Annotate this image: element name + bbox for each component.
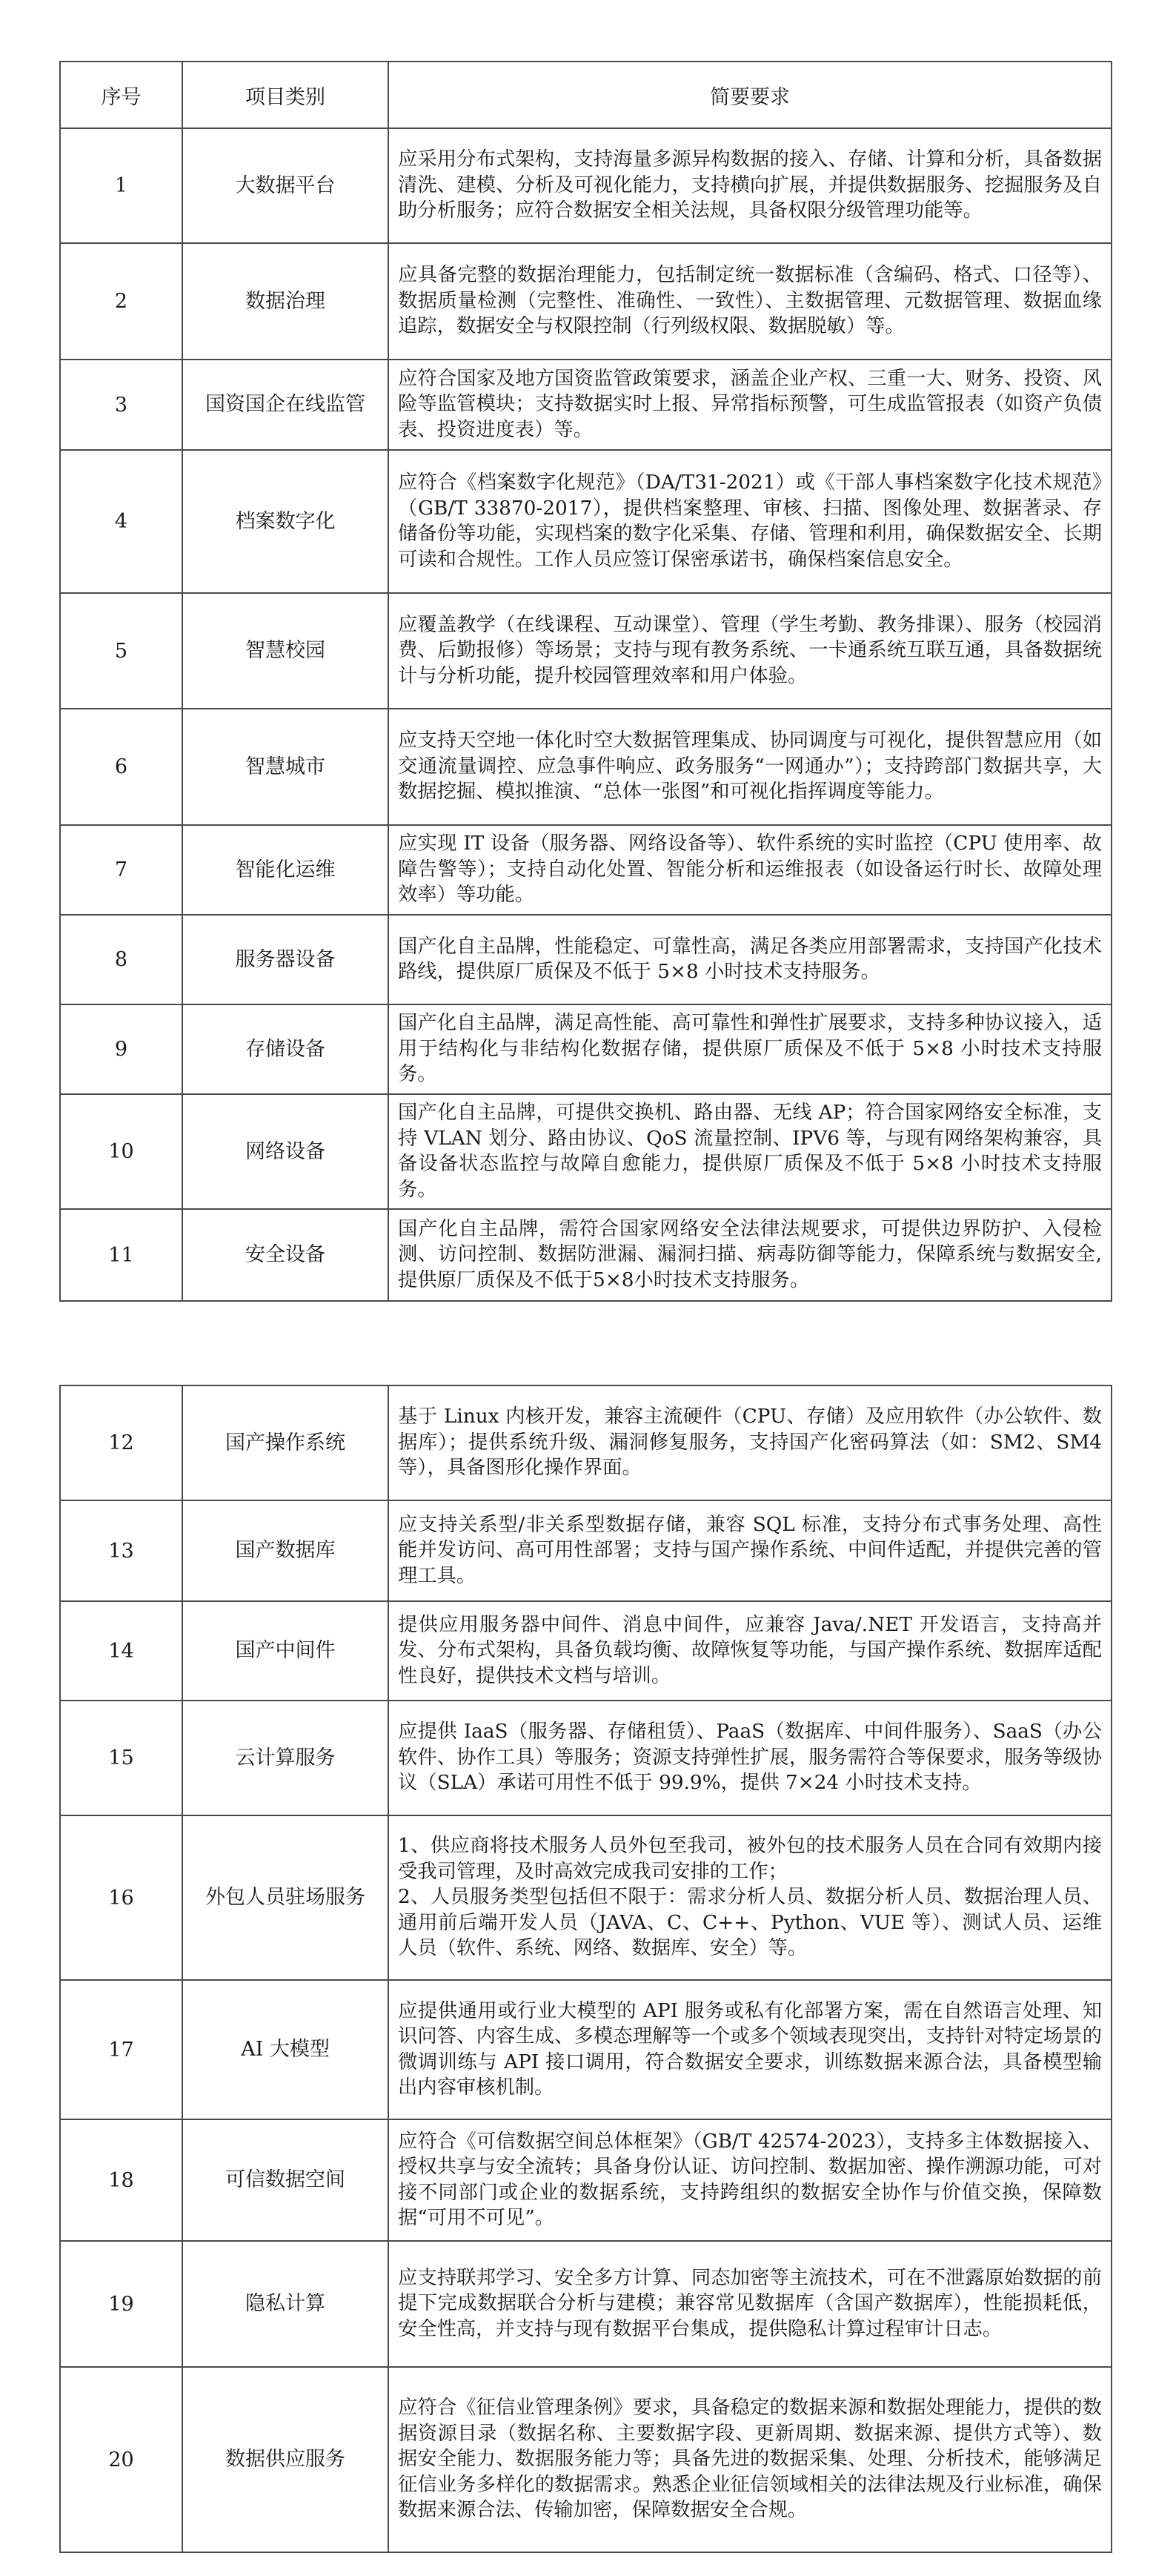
table-row [60,2119,1112,2241]
row-no: 15 [60,1701,182,1815]
row-category: 服务器设备 [182,915,388,1004]
row-requirement: 国产化自主品牌，可提供交换机、路由器、无线 AP；符合国家网络安全标准，支持 VLAN 划分、路由协议、QoS 流量控制、IPV6 等，与现有网络架构兼容，具备设备状态监控与故障自愈能力，提供原厂质保及不低于 5×8 小时技术支持服务。 [388,1094,1112,1209]
row-no: 6 [60,709,182,825]
table-row [60,243,1112,360]
row-category: 存储设备 [182,1004,388,1094]
row-no: 13 [60,1500,182,1601]
row-requirement: 应符合国家及地方国资监管政策要求，涵盖企业产权、三重一大、财务、投资、风险等监管模块；支持数据实时上报、异常指标预警，可生成监管报表（如资产负债表、投资进度表）等。 [388,360,1112,450]
row-category: 档案数字化 [182,450,388,593]
row-category: 国资国企在线监管 [182,360,388,450]
header-category: 项目类别 [182,62,388,128]
row-requirement: 1、供应商将技术服务人员外包至我司，被外包的技术服务人员在合同有效期内接受我司管理，及时高效完成我司安排的工作； 2、人员服务类型包括但不限于：需求分析人员、数据分析人员、数据治理人员、通用前后端开发人员（JAVA、C、C++、Python、VUE 等）、测试人员、运维人员（软件、系统、网络、数据库、安全）等。 [388,1815,1112,1980]
row-requirement: 国产化自主品牌，性能稳定、可靠性高，满足各类应用部署需求，支持国产化技术路线，提供原厂质保及不低于 5×8 小时技术支持服务。 [388,915,1112,1004]
row-category: 大数据平台 [182,128,388,243]
row-category: 数据供应服务 [182,2367,388,2552]
table-row [60,1980,1112,2119]
row-requirement: 应符合《档案数字化规范》（DA/T31-2021）或《干部人事档案数字化技术规范》（GB/T 33870-2017），提供档案整理、审核、扫描、图像处理、数据著录、存储备份等功能，实现档案的数字化采集、存储、管理和利用，确保数据安全、长期可读和合规性。工作人员应签订保密承诺书，确保档案信息安全。 [388,450,1112,593]
row-requirement: 应采用分布式架构，支持海量多源异构数据的接入、存储、计算和分析，具备数据清洗、建模、分析及可视化能力，支持横向扩展，并提供数据服务、挖掘服务及自助分析服务；应符合数据安全相关法规，具备权限分级管理功能等。 [388,128,1112,243]
requirements-table-part2 [59,1385,1112,2553]
header-no: 序号 [60,62,182,128]
table-row [60,450,1112,593]
table-row [60,915,1112,1004]
row-category: 国产操作系统 [182,1385,388,1500]
row-category: 智能化运维 [182,825,388,915]
row-requirement: 应符合《征信业管理条例》要求，具备稳定的数据来源和数据处理能力，提供的数据资源目录（数据名称、主要数据字段、更新周期、数据来源、提供方式等）、数据安全能力、数据服务能力等；具备先进的数据采集、处理、分析技术，能够满足征信业务多样化的数据需求。熟悉企业征信领域相关的法律法规及行业标准，确保数据来源合法、传输加密，保障数据安全合规。 [388,2367,1112,2552]
row-requirement: 应具备完整的数据治理能力，包括制定统一数据标准（含编码、格式、口径等）、数据质量检测（完整性、准确性、一致性）、主数据管理、元数据管理、数据血缘追踪，数据安全与权限控制（行列级权限、数据脱敏）等。 [388,243,1112,360]
row-category: 智慧城市 [182,709,388,825]
row-no: 8 [60,915,182,1004]
row-requirement: 应提供 IaaS（服务器、存储租赁）、PaaS（数据库、中间件服务）、SaaS（办公软件、协作工具）等服务；资源支持弹性扩展，服务需符合等保要求，服务等级协议（SLA）承诺可用性不低于 99.9%，提供 7×24 小时技术支持。 [388,1701,1112,1815]
table-row [60,1385,1112,1500]
row-no: 20 [60,2367,182,2552]
table-row [60,128,1112,243]
table-row [60,1601,1112,1701]
row-requirement: 应支持天空地一体化时空大数据管理集成、协同调度与可视化，提供智慧应用（如交通流量调控、应急事件响应、政务服务“一网通办”）；支持跨部门数据共享，大数据挖掘、模拟推演、“总体一张图”和可视化指挥调度等能力。 [388,709,1112,825]
row-category: 国产中间件 [182,1601,388,1701]
row-category: 云计算服务 [182,1701,388,1815]
row-no: 18 [60,2119,182,2241]
row-no: 5 [60,593,182,709]
row-no: 1 [60,128,182,243]
row-requirement: 应覆盖教学（在线课程、互动课堂）、管理（学生考勤、教务排课）、服务（校园消费、后勤报修）等场景；支持与现有教务系统、一卡通系统互联互通，具备数据统计与分析功能，提升校园管理效率和用户体验。 [388,593,1112,709]
row-no: 14 [60,1601,182,1701]
row-requirement: 提供应用服务器中间件、消息中间件，应兼容 Java/.NET 开发语言，支持高并发、分布式架构，具备负载均衡、故障恢复等功能，与国产操作系统、数据库适配性良好，提供技术文档与培训。 [388,1601,1112,1701]
table-row [60,360,1112,450]
row-requirement: 应实现 IT 设备（服务器、网络设备等）、软件系统的实时监控（CPU 使用率、故障告警等）；支持自动化处置、智能分析和运维报表（如设备运行时长、故障处理效率）等功能。 [388,825,1112,915]
row-no: 12 [60,1385,182,1500]
requirements-table-part1 [59,61,1112,1302]
table-row [60,2241,1112,2367]
row-requirement: 国产化自主品牌，需符合国家网络安全法律法规要求，可提供边界防护、入侵检测、访问控制、数据防泄漏、漏洞扫描、病毒防御等能力，保障系统与数据安全,提供原厂质保及不低于5×8小时技术支持服务。 [388,1209,1112,1301]
table-row [60,1701,1112,1815]
table-row [60,2367,1112,2552]
row-category: 可信数据空间 [182,2119,388,2241]
row-no: 19 [60,2241,182,2367]
row-requirement: 国产化自主品牌，满足高性能、高可靠性和弹性扩展要求，支持多种协议接入，适用于结构化与非结构化数据存储，提供原厂质保及不低于 5×8 小时技术支持服务。 [388,1004,1112,1094]
row-category: 外包人员驻场服务 [182,1815,388,1980]
row-category: 网络设备 [182,1094,388,1209]
table-row [60,1500,1112,1601]
row-no: 3 [60,360,182,450]
table-row [60,1004,1112,1094]
row-no: 9 [60,1004,182,1094]
row-no: 17 [60,1980,182,2119]
row-requirement: 应支持关系型/非关系型数据存储，兼容 SQL 标准，支持分布式事务处理、高性能并发访问、高可用性部署；支持与国产操作系统、中间件适配，并提供完善的管理工具。 [388,1500,1112,1601]
row-category: 安全设备 [182,1209,388,1301]
row-category: AI 大模型 [182,1980,388,2119]
table-row [60,593,1112,709]
row-no: 2 [60,243,182,360]
table-header-row [60,62,1112,128]
row-no: 11 [60,1209,182,1301]
row-requirement: 应提供通用或行业大模型的 API 服务或私有化部署方案，需在自然语言处理、知识问答、内容生成、多模态理解等一个或多个领域表现突出，支持针对特定场景的微调训练与 API 接口调用，符合数据安全要求，训练数据来源合法，具备模型输出内容审核机制。 [388,1980,1112,2119]
row-category: 数据治理 [182,243,388,360]
row-category: 国产数据库 [182,1500,388,1601]
row-requirement: 应符合《可信数据空间总体框架》（GB/T 42574-2023），支持多主体数据接入、授权共享与安全流转；具备身份认证、访问控制、数据加密、操作溯源功能，可对接不同部门或企业的数据系统，支持跨组织的数据安全协作与价值交换，保障数据“可用不可见”。 [388,2119,1112,2241]
table-row [60,1815,1112,1980]
row-category: 智慧校园 [182,593,388,709]
row-requirement: 基于 Linux 内核开发，兼容主流硬件（CPU、存储）及应用软件（办公软件、数据库）；提供系统升级、漏洞修复服务，支持国产化密码算法（如：SM2、SM4 等），具备图形化操作界面。 [388,1385,1112,1500]
row-no: 4 [60,450,182,593]
row-category: 隐私计算 [182,2241,388,2367]
row-no: 16 [60,1815,182,1980]
table-row [60,1209,1112,1301]
table-row [60,709,1112,825]
row-requirement: 应支持联邦学习、安全多方计算、同态加密等主流技术，可在不泄露原始数据的前提下完成数据联合分析与建模；兼容常见数据库（含国产数据库），性能损耗低，安全性高，并支持与现有数据平台集成，提供隐私计算过程审计日志。 [388,2241,1112,2367]
row-no: 10 [60,1094,182,1209]
table-row [60,825,1112,915]
header-requirement: 简要要求 [388,62,1112,128]
row-no: 7 [60,825,182,915]
table-row [60,1094,1112,1209]
